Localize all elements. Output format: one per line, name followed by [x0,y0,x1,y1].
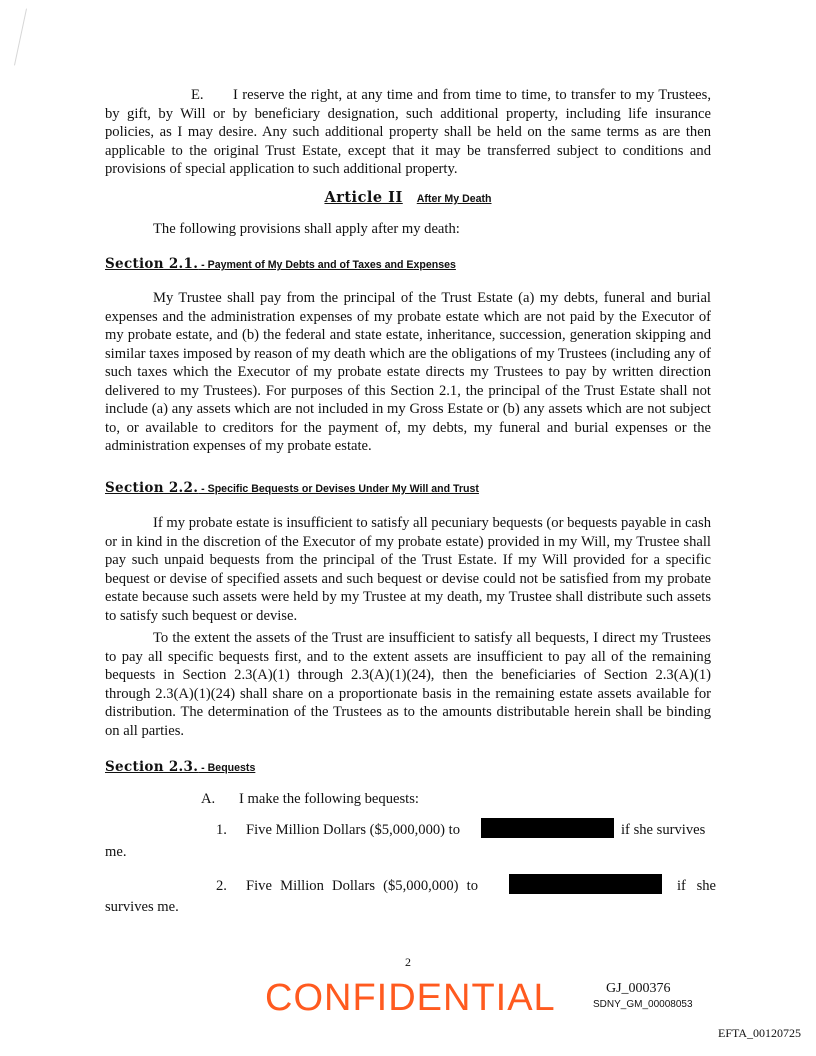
section-2-2-body-2: To the extent the assets of the Trust are insufficient to satisfy all bequests, I direct my Trustees to pay all specific bequests first, and to the extent assets are insufficient to pay all of the remaining bequests in Section 2.3(A)(1) through 2.3(A)(1)(24), then the beneficiaries of Section 2.3(A)(1) through 2.3(A)(1)(24) shall share on a proportionate basis in the remaining estate assets available for distribution. The determination of the Trustees as to the amounts distributable herein shall be binding on all parties. [105,630,711,739]
section-2-3-title: - Bequests [198,762,256,774]
redaction-box [509,874,662,894]
section-2-2-body-1: If my probate estate is insufficient to satisfy all pecuniary bequests (or bequests payable in cash or in kind in the discretion of the Executor of my probate estate) provided in my Will, my Trustee shall pay such unpaid bequests from the principal of the Trust Estate. If my Will provided for a specific bequest or devise of specified assets and such bequest or devise could not be satisfied from my probate estate because such assets were held by my Trustee at my death, my Trustee shall distribute such assets to satisfy such bequest or devise. [105,515,711,624]
paragraph-e-letter: E. [191,87,204,103]
intro-paragraph [105,220,711,239]
section-2-2-title: - Specific Bequests or Devises Under My Will and Trust [198,483,479,495]
article-heading [0,189,816,207]
paragraph-e-text: I reserve the right, at any time and from time to time, to transfer to my Trustees, by gift, by Will or by beneficiary designation, such additional property, including life insurance policies, as I may desire. Any such additional property shall be held on the same terms as are then applicable to the original Trust Estate, except that it may be transferred subject to conditions and provisions of special application to such additional property. [105,87,711,177]
confidential-stamp: CONFIDENTIAL [265,977,556,1019]
scan-artifact [14,9,27,66]
redaction-box [481,818,614,838]
page-number: 2 [405,955,411,969]
article-number: Article II [324,189,403,206]
item-a-text: I make the following bequests: [239,791,419,807]
bequest-2-text: Five Million Dollars ($5,000,000) to [246,878,479,894]
article-title: After My Death [416,193,492,205]
section-2-2-heading [105,480,479,497]
section-2-1-body: My Trustee shall pay from the principal of the Trust Estate (a) my debts, funeral and burial expenses and the administration expenses of my probate estate which are not paid by the Executor of my probate estate, and (b) the federal and state estate, inheritance, succession, generation skipping and similar taxes imposed by reason of my death which are the obligations of my Trustees (including any of such taxes which the Executor of my probate estate directs my Trustees to pay by written direction delivered to my Trustees). For purposes of this Section 2.1, the principal of the Trust Estate shall not include (a) any assets which are not included in my Gross Estate or (b) any assets which are not subject to, or available to creditors for the payment of, my debts, my funeral and burial expenses or the administration expenses of my probate estate. [105,290,711,454]
bequest-1-number: 1. [216,822,227,838]
intro-text: The following provisions shall apply after my death: [153,221,460,237]
bates-gj-number: GJ_000376 [606,981,671,996]
section-2-1-title: - Payment of My Debts and of Taxes and Expenses [198,259,456,271]
section-2-2-number: Section 2.2. [105,480,199,496]
bequest-2-number: 2. [216,878,227,894]
bequest-1-continuation: me. [105,844,127,860]
bequest-2-after: if she [677,878,717,894]
bequest-2-continuation: survives me. [105,899,179,915]
bequest-1-after: if she survives [621,822,706,838]
efta-number: EFTA_00120725 [718,1026,802,1040]
paragraph-e [105,86,711,179]
section-2-3-number: Section 2.3. [105,759,199,775]
section-2-3-heading [105,759,255,776]
bequest-1-text: Five Million Dollars ($5,000,000) to [246,822,461,838]
bates-sdny-number: SDNY_GM_00008053 [593,999,693,1010]
section-2-1-number: Section 2.1. [105,256,199,272]
item-a-label: A. [201,791,216,807]
section-2-1-heading [105,256,456,273]
